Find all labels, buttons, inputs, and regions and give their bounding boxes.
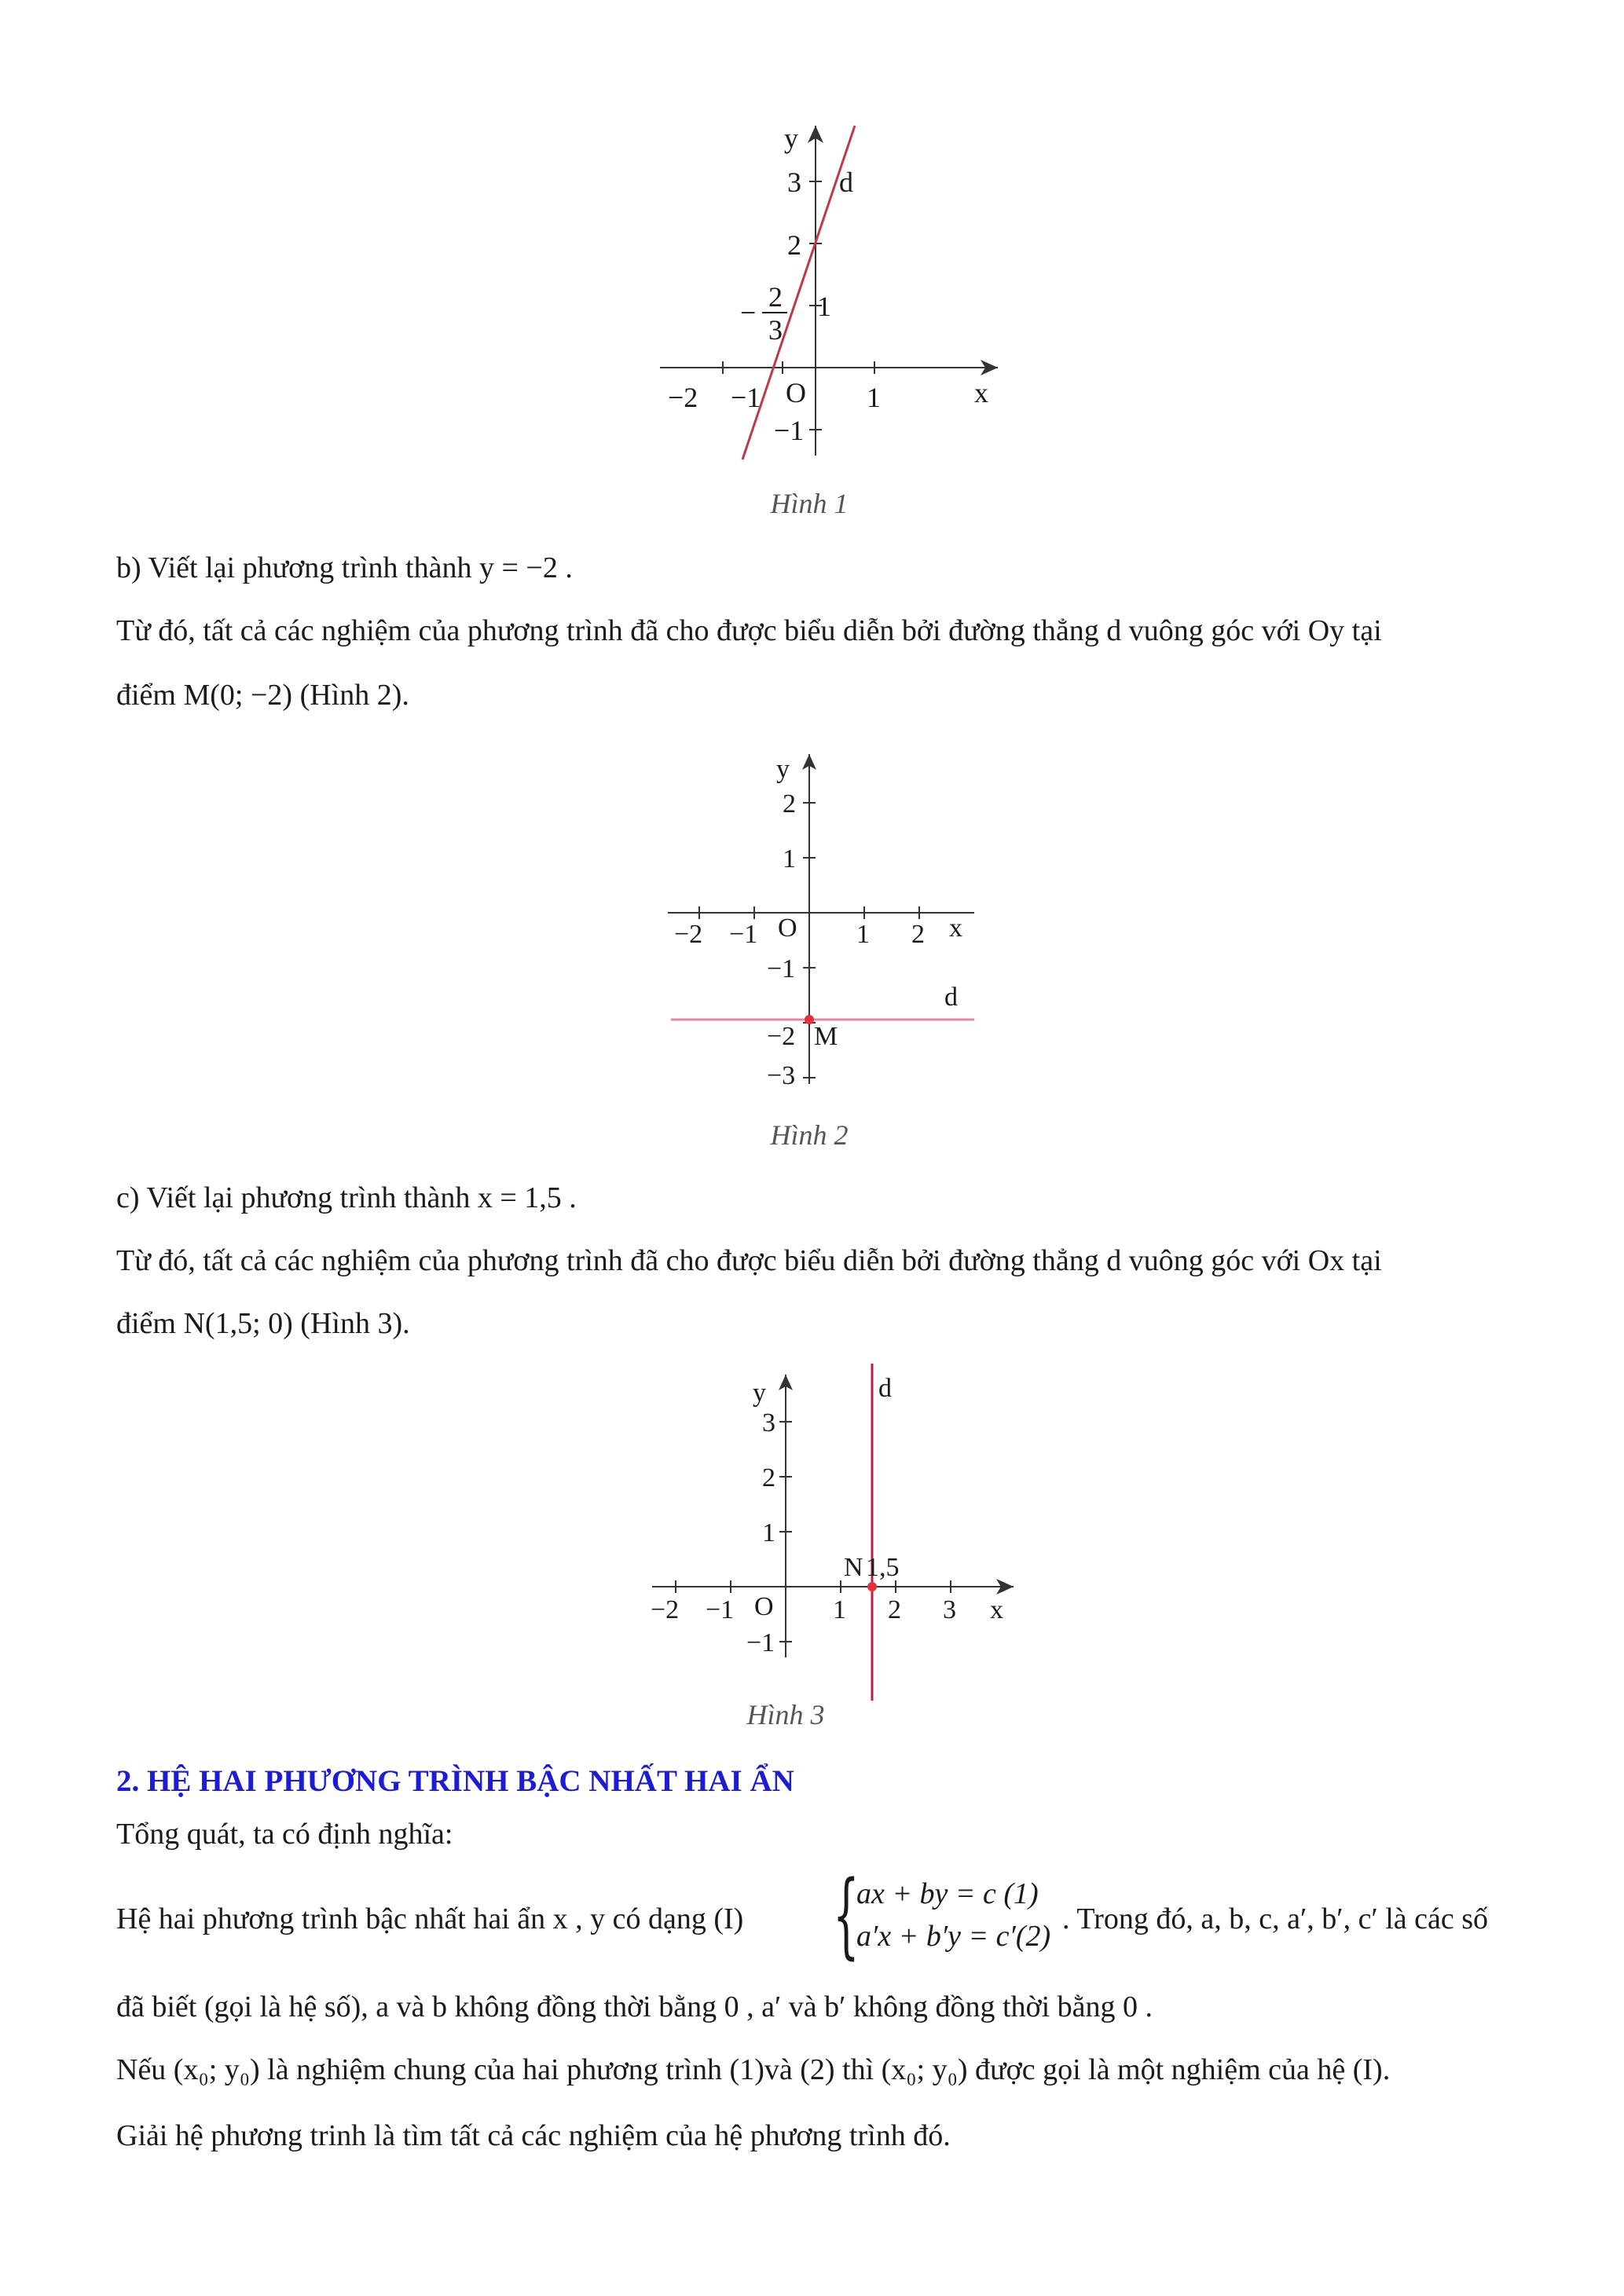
x-label: x <box>949 914 962 943</box>
point-value: 1,5 <box>866 1553 900 1582</box>
y-label: y <box>753 1379 766 1408</box>
fraction-sign: − <box>740 297 757 328</box>
y-tick: 1 <box>817 291 831 322</box>
solve-definition: Giải hệ phương trinh là tìm tất cả các nghiệm của hệ phương trình đó. <box>116 2119 951 2152</box>
line-label: d <box>839 167 853 198</box>
brace-icon: { <box>833 1860 860 1968</box>
intro-text: Tổng quát, ta có định nghĩa: <box>116 1818 453 1851</box>
figure-1-caption: Hình 1 <box>770 488 849 519</box>
y-tick: 1 <box>762 1518 775 1547</box>
point-m <box>805 1015 814 1024</box>
line-label: d <box>878 1374 892 1403</box>
y-tick: 2 <box>762 1463 775 1492</box>
definition-continued: đã biết (gọi là hệ số), a và b không đồng thời bằng 0 , a′ và b′ không đồng thời bằng 0 . <box>116 1990 1153 2023</box>
y-tick: −1 <box>767 954 796 983</box>
x-tick: 2 <box>911 920 925 949</box>
x-tick: −1 <box>729 920 758 949</box>
origin-label: O <box>786 377 806 408</box>
paragraph-b-2: Từ đó, tất cả các nghiệm của phương trình đã cho được biểu diễn bởi đường thẳng d vuông góc với Oy tại <box>116 614 1382 647</box>
figure-3-caption: Hình 3 <box>746 1699 825 1730</box>
paragraph-c-1: c) Viết lại phương trình thành x = 1,5 . <box>116 1181 577 1214</box>
figure-2-graph <box>660 738 990 1092</box>
y-tick: 1 <box>783 844 796 873</box>
y-tick: −1 <box>774 415 805 446</box>
definition-left: Hệ hai phương trình bậc nhất hai ẩn x , y có dạng (I) <box>116 1902 744 1935</box>
point-label: N <box>844 1553 863 1582</box>
origin-label: O <box>778 914 797 943</box>
y-tick: 2 <box>787 229 801 261</box>
figure-3-graph <box>644 1359 1021 1705</box>
line-label: d <box>944 983 958 1012</box>
y-tick: 3 <box>762 1408 775 1437</box>
paragraph-c-2: Từ đó, tất cả các nghiệm của phương trình đã cho được biểu diễn bởi đường thẳng d vuông góc với Ox tại <box>116 1244 1382 1277</box>
fraction-numerator: 2 <box>768 281 783 313</box>
paragraph-c-3: điểm N(1,5; 0) (Hình 3). <box>116 1307 410 1340</box>
x-label: x <box>974 377 988 408</box>
x-tick: 1 <box>867 382 881 413</box>
y-tick: 3 <box>787 167 801 198</box>
y-tick: −1 <box>746 1628 775 1657</box>
x-tick: −1 <box>731 382 761 413</box>
x-tick: −1 <box>706 1595 735 1624</box>
equation-2: a′x + b′y = c′(2) <box>856 1920 1051 1953</box>
figure-2-caption: Hình 2 <box>770 1119 849 1151</box>
section-heading: 2. HỆ HAI PHƯƠNG TRÌNH BẬC NHẤT HAI ẨN <box>116 1764 794 1798</box>
y-label: y <box>776 755 790 784</box>
y-tick: −3 <box>767 1061 796 1090</box>
figure-1-graph <box>652 110 1014 471</box>
fraction-denominator: 3 <box>768 314 783 346</box>
x-tick: −2 <box>668 382 698 413</box>
x-tick: −2 <box>651 1595 680 1624</box>
y-tick: −2 <box>767 1022 796 1051</box>
x-tick: −2 <box>674 920 703 949</box>
x-tick: 1 <box>856 920 870 949</box>
x-tick: 3 <box>943 1595 956 1624</box>
y-tick: 2 <box>783 789 796 818</box>
definition-right: . Trong đó, a, b, c, a′, b′, c′ là các số <box>1062 1902 1489 1935</box>
y-label: y <box>784 123 798 154</box>
origin-label: O <box>754 1592 774 1621</box>
paragraph-b-1: b) Viết lại phương trình thành y = −2 . <box>116 551 573 584</box>
x-tick: 1 <box>833 1595 846 1624</box>
x-label: x <box>990 1595 1003 1624</box>
solution-definition: Nếu (x₀; y₀) là nghiệm chung của hai phương trình (1)và (2) thì (x₀; y₀) được gọi là một nghiệm của hệ (I). <box>116 2053 1391 2086</box>
paragraph-b-3: điểm M(0; −2) (Hình 2). <box>116 679 409 712</box>
system-of-equations <box>833 1860 1061 1968</box>
x-tick: 2 <box>888 1595 901 1624</box>
equation-1: ax + by = c (1) <box>856 1877 1039 1910</box>
point-n <box>867 1582 877 1591</box>
point-label: M <box>814 1022 838 1051</box>
